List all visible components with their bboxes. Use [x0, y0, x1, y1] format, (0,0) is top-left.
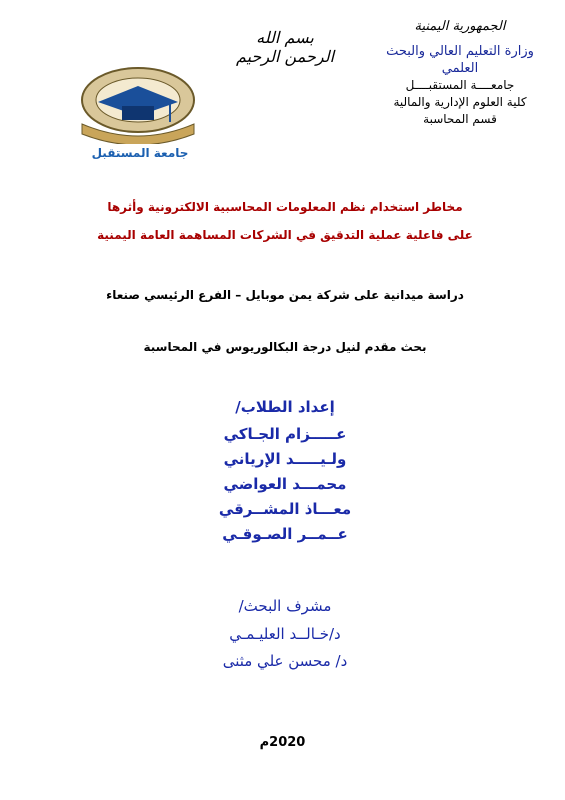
research-title-line2: على فاعلية عملية التدقيق في الشركات المساهمة العامة اليمنية — [97, 228, 473, 242]
year: 2020م — [259, 735, 306, 750]
student-name: ولـيـــــد الإرياني — [223, 450, 347, 468]
department-name: قسم المحاسبة — [423, 112, 497, 126]
students-label: إعداد الطلاب/ — [235, 398, 335, 416]
degree-statement: بحث مقدم لنيل درجة البكالوريوس في المحاسبة — [143, 340, 427, 354]
basmala: بسم الله الرحمن الرحيم — [235, 28, 335, 66]
supervisor-name: د/خـالــد العليـمـي — [229, 625, 341, 643]
study-description: دراسة ميدانية على شركة يمن موبايل – الفرع الرئيسي صنعاء — [106, 288, 464, 302]
graduation-cap-icon — [78, 64, 198, 144]
ministry-header — [385, 18, 535, 128]
research-title-line1: مخاطر استخدام نظم المعلومات المحاسبية الالكترونية وأثرها — [107, 200, 463, 214]
student-name: محمـــد العواضي — [223, 475, 347, 493]
logo-caption: جامعة المستقبل — [91, 146, 189, 160]
university-name: جامعــــة المستقبــــل — [405, 78, 515, 92]
student-name: عــمــر الصـوقـي — [222, 525, 348, 543]
supervisor-name: د/ محسن علي مثنى — [222, 652, 348, 670]
university-logo — [78, 64, 198, 144]
student-name: معـــاذ المشــرقي — [218, 500, 352, 518]
ministry-name: وزارة التعليم العالي والبحث العلمي — [386, 44, 534, 76]
supervisors-label: مشرف البحث/ — [238, 597, 332, 615]
student-name: عـــــزام الجـاكي — [223, 425, 347, 443]
college-name: كلية العلوم الإدارية والمالية — [393, 95, 527, 109]
republic-name: الجمهورية اليمنية — [414, 19, 506, 34]
